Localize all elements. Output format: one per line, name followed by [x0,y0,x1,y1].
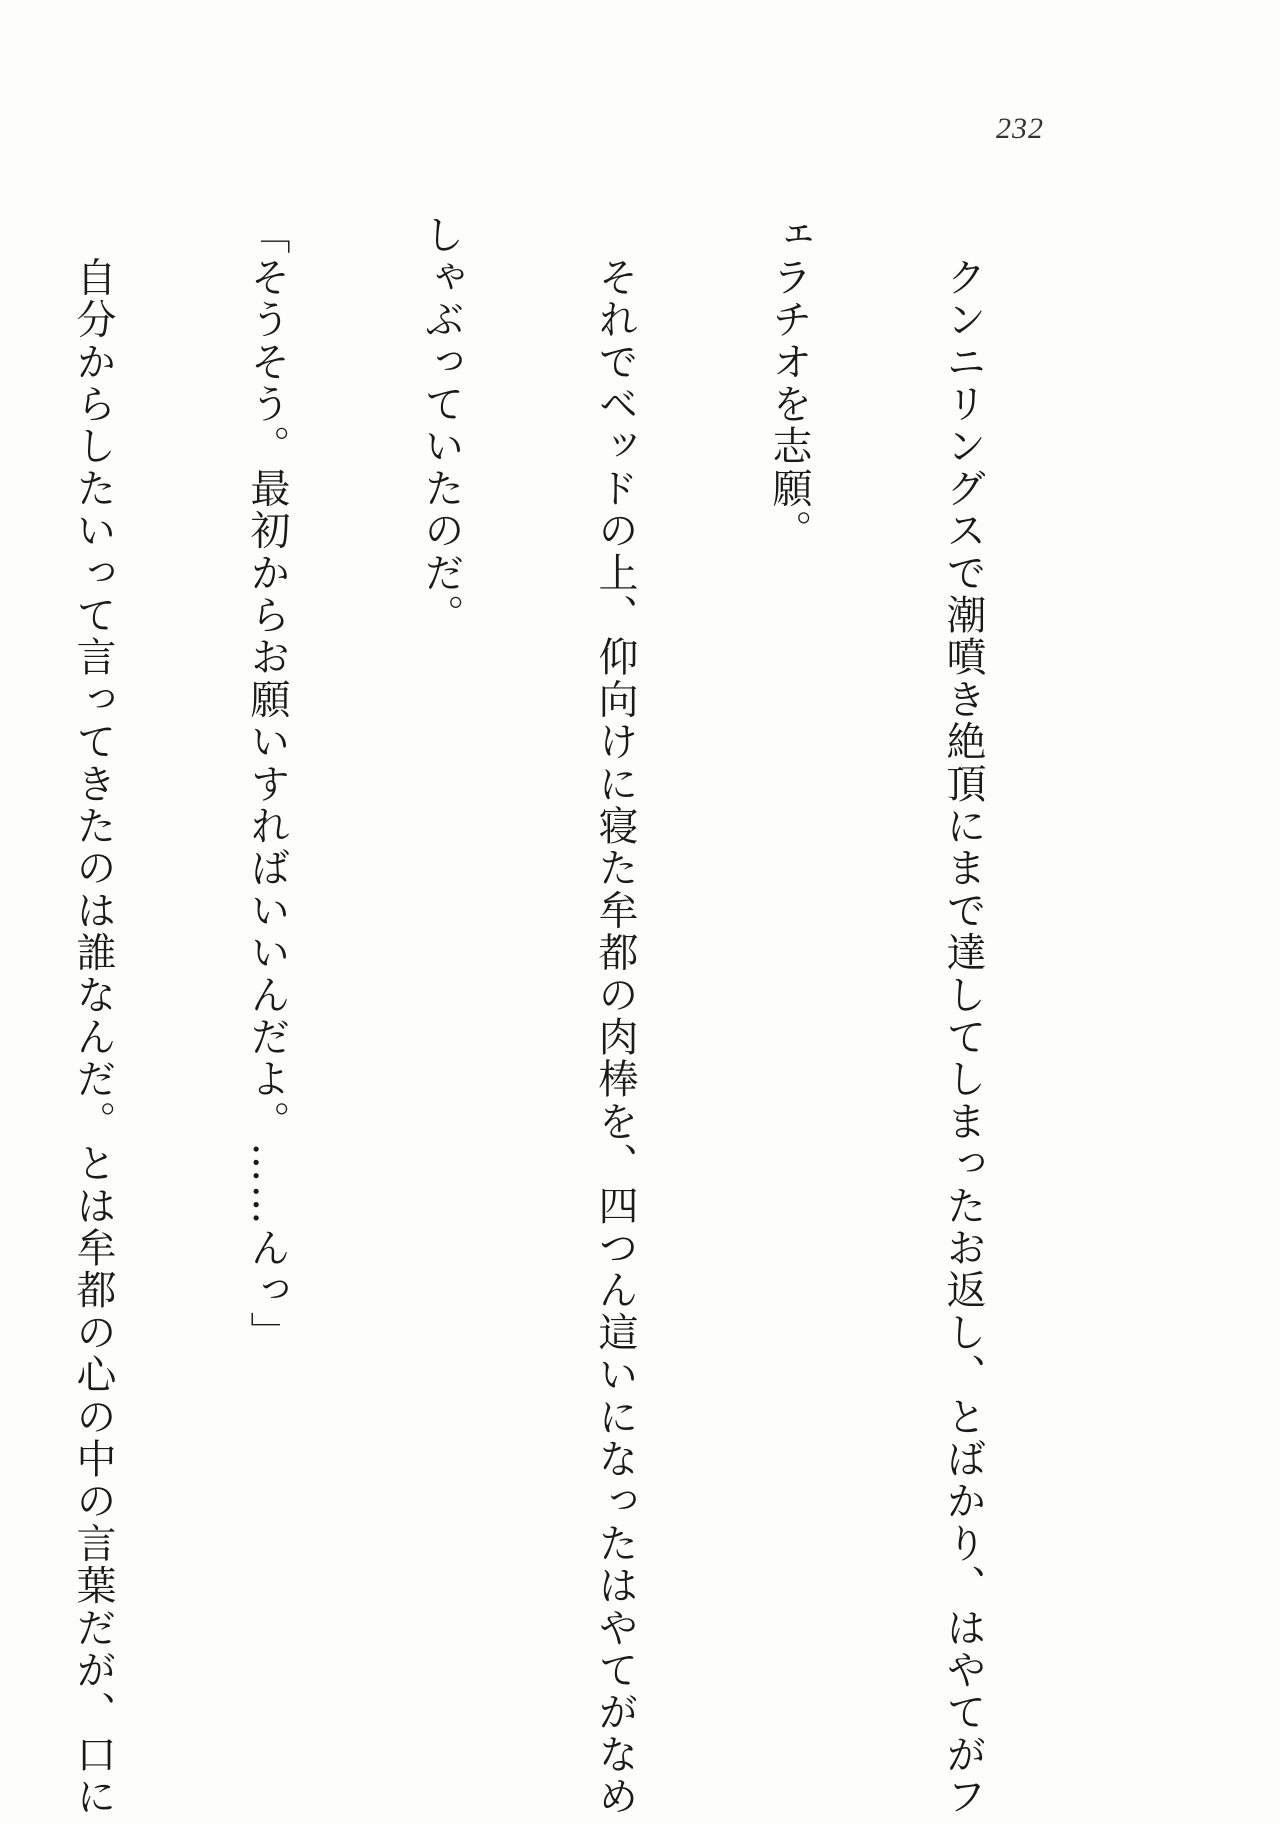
body-text [70,214,1108,1818]
text-line: クンニリングスで潮噴き絶頂にまで達してしまったお返し、とばかり、はやてがフ [940,214,986,1818]
text-line: それでベッドの上、仰向けに寝た牟都の肉棒を、四つん這いになったはやてがなめ [592,214,638,1818]
text-line: 「そうそう。最初からお願いすればいいんだよ。……んっ」 [244,214,290,1354]
text-line: ェラチオを志願。 [766,214,812,552]
text-line: しゃぶっていたのだ。 [418,214,464,636]
text-line: 自分からしたいって言ってきたのは誰なんだ。とは牟都の心の中の言葉だが、口に [70,214,116,1818]
page-number: 232 [996,112,1044,145]
